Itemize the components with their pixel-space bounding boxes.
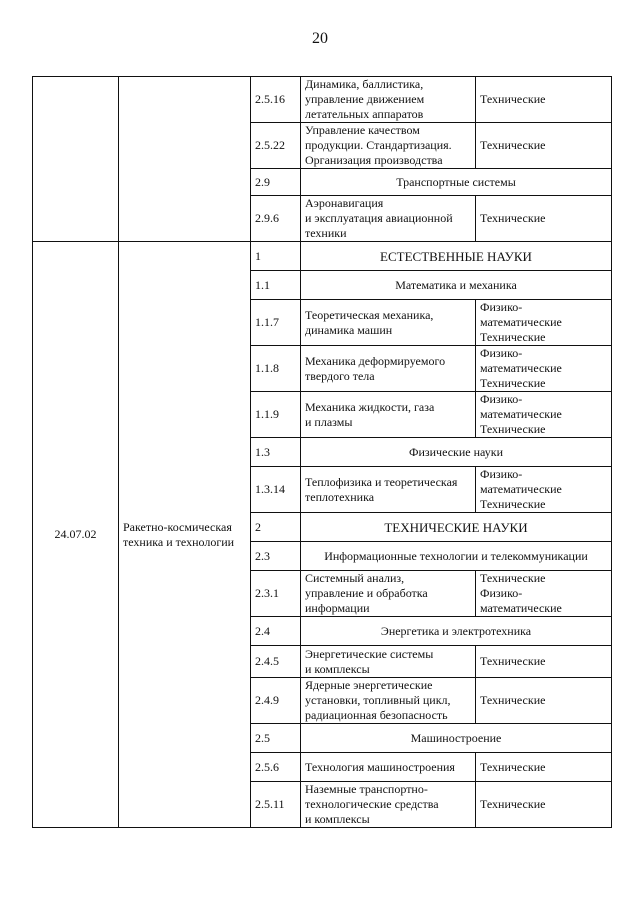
row-code: 2.5.11 — [251, 782, 301, 828]
science-branch: Физико- математические Технические — [476, 392, 612, 438]
specialty-name: Динамика, баллистика, управление движением летательных аппаратов — [301, 77, 476, 123]
row-code: 2.4 — [251, 617, 301, 646]
row-code: 2.9 — [251, 169, 301, 196]
specialty-code: 24.07.02 — [33, 242, 119, 828]
specialty-name: Теплофизика и теоретическая теплотехника — [301, 467, 476, 513]
specialty-name: Технология машиностроения — [301, 753, 476, 782]
row-code: 2.4.5 — [251, 646, 301, 678]
science-branch: Технические Физико- математические — [476, 571, 612, 617]
row-code: 1.1.7 — [251, 300, 301, 346]
specialty-table — [32, 76, 612, 828]
empty-name-cell — [119, 77, 251, 242]
row-code: 2.4.9 — [251, 678, 301, 724]
page-number: 20 — [312, 30, 328, 47]
science-branch: Технические — [476, 196, 612, 242]
row-code: 2.9.6 — [251, 196, 301, 242]
row-code: 2 — [251, 513, 301, 542]
science-branch: Технические — [476, 753, 612, 782]
row-code: 1 — [251, 242, 301, 271]
table-row — [33, 242, 612, 271]
empty-code-cell — [33, 77, 119, 242]
science-branch: Технические — [476, 646, 612, 678]
specialty-name: Энергетические системы и комплексы — [301, 646, 476, 678]
row-code: 2.5.16 — [251, 77, 301, 123]
section-heading: Информационные технологии и телекоммуникации — [301, 542, 612, 571]
science-branch: Технические — [476, 678, 612, 724]
specialty-name: Теоретическая механика, динамика машин — [301, 300, 476, 346]
row-code: 1.3 — [251, 438, 301, 467]
table-row — [33, 77, 612, 123]
section-heading: Машиностроение — [301, 724, 612, 753]
row-code: 1.1.8 — [251, 346, 301, 392]
section-heading: Математика и механика — [301, 271, 612, 300]
science-branch: Физико- математические Технические — [476, 346, 612, 392]
science-branch: Технические — [476, 77, 612, 123]
science-branch: Физико- математические Технические — [476, 467, 612, 513]
row-code: 1.1.9 — [251, 392, 301, 438]
section-heading: Физические науки — [301, 438, 612, 467]
science-branch: Технические — [476, 782, 612, 828]
specialty-name: Системный анализ, управление и обработка информации — [301, 571, 476, 617]
specialty-name: Механика жидкости, газа и плазмы — [301, 392, 476, 438]
section-heading: Энергетика и электротехника — [301, 617, 612, 646]
row-code: 2.5.22 — [251, 123, 301, 169]
row-code: 1.1 — [251, 271, 301, 300]
specialty-name: Аэронавигация и эксплуатация авиационной техники — [301, 196, 476, 242]
specialty-name: Управление качеством продукции. Стандартизация. Организация производства — [301, 123, 476, 169]
specialty-name: Механика деформируемого твердого тела — [301, 346, 476, 392]
row-code: 2.5 — [251, 724, 301, 753]
section-heading: Транспортные системы — [301, 169, 612, 196]
row-code: 2.3 — [251, 542, 301, 571]
specialty-name: Ядерные энергетические установки, топливный цикл, радиационная безопасность — [301, 678, 476, 724]
section-heading: ТЕХНИЧЕСКИЕ НАУКИ — [301, 513, 612, 542]
specialty-name: Наземные транспортно- технологические средства и комплексы — [301, 782, 476, 828]
science-branch: Технические — [476, 123, 612, 169]
row-code: 1.3.14 — [251, 467, 301, 513]
specialty-title: Ракетно-космическая техника и технологии — [119, 242, 251, 828]
row-code: 2.5.6 — [251, 753, 301, 782]
section-heading: ЕСТЕСТВЕННЫЕ НАУКИ — [301, 242, 612, 271]
science-branch: Физико- математические Технические — [476, 300, 612, 346]
row-code: 2.3.1 — [251, 571, 301, 617]
